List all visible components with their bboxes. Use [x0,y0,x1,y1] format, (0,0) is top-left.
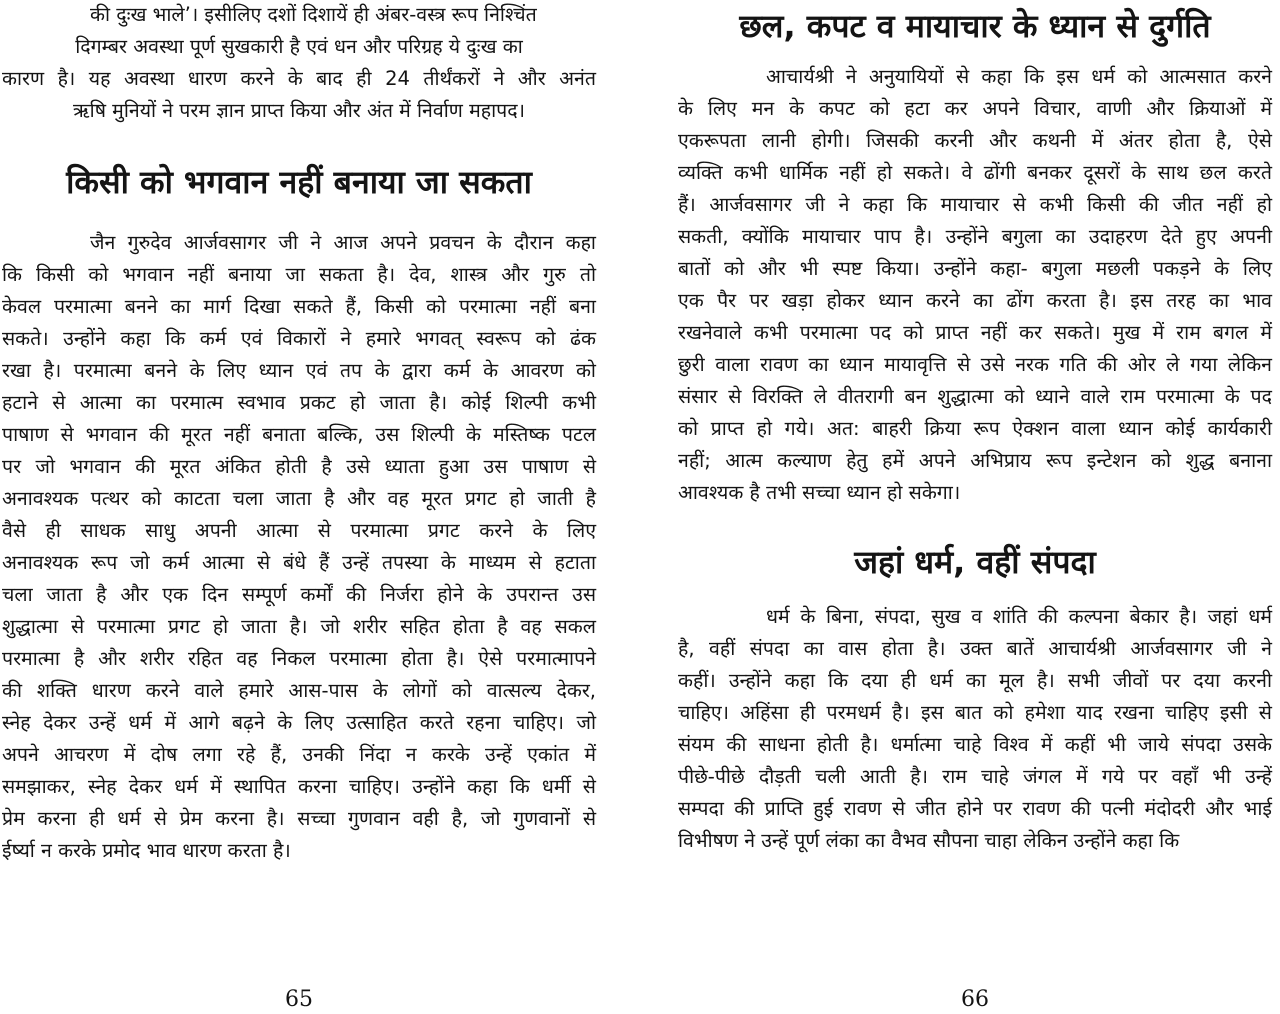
text-line: अनावश्यक पत्थर को काटता चला जाता है और वह मूरत प्रगट हो जाती है [2,487,596,510]
text-line: रखा है। परमात्मा बनने के लिए ध्यान एवं तप के द्वारा कर्म के आवरण को [2,359,596,382]
right-page [678,0,1278,1013]
text-line: की शक्ति धारण करने वाले हमारे आस-पास के लोगों को वात्सल्य देकर, [2,679,596,702]
text-line: है, वहीं संपदा का वास होता है। उक्त बातें आचार्यश्री आर्जवसागर जी ने [678,637,1272,660]
text-line: प्रेम करना ही धर्म से प्रेम करना है। सच्चा गुणवान वही है, जो गुणवानों से [2,807,596,830]
text-line: कहीं। उन्होंने कहा कि दया ही धर्म का मूल है। सभी जीवों पर दया करनी [678,669,1272,692]
text-line: की दुःख भाले’। इसीलिए दशों दिशायें ही अंबर-वस्त्र रूप निश्चिंत [90,3,537,26]
text-line: जैन गुरुदेव आर्जवसागर जी ने आज अपने प्रवचन के दौरान कहा [90,231,596,254]
text-line: विभीषण ने उन्हें पूर्ण लंका का वैभव सौपना चाहा लेकिन उन्होंने कहा कि [678,829,1180,852]
section-heading: जहां धर्म, वहीं संपदा [854,543,1096,581]
text-line: समझाकर, स्नेह देकर धर्म में स्थापित करना चाहिए। उन्होंने कहा कि धर्मी से [2,775,596,798]
left-page [2,0,602,1013]
text-line: चला जाता है और एक दिन सम्पूर्ण कर्मों की निर्जरा होने के उपरान्त उस [2,583,596,606]
text-line: एक पैर पर खड़ा होकर ध्यान करने का ढोंग करता है। इस तरह का भाव [678,289,1272,312]
text-line: सकती, क्योंकि मायाचार पाप है। उन्होंने बगुला का उदाहरण देते हुए अपनी [678,225,1272,248]
text-line: बातों को और भी स्पष्ट किया। उन्होंने कहा- बगुला मछली पकड़ने के लिए [678,257,1272,280]
text-line: चाहिए। अहिंसा ही परमधर्म है। इस बात को हमेशा याद रखना चाहिए इसी से [678,701,1272,724]
text-line: व्यक्ति कभी धार्मिक नहीं हो सकते। वे ढोंगी बनकर दूसरों के साथ छल करते [678,161,1272,184]
text-line: छुरी वाला रावण का ध्यान मायावृत्ति से उसे नरक गति की ओर ले गया लेकिन [678,353,1272,376]
text-line: धर्म के बिना, संपदा, सुख व शांति की कल्पना बेकार है। जहां धर्म [766,605,1272,628]
text-line: स्नेह देकर उन्हें धर्म में आगे बढ़ने के लिए उत्साहित करते रहना चाहिए। जो [2,711,596,734]
text-line: ईर्ष्या न करके प्रमोद भाव धारण करता है। [2,839,291,862]
text-line: हटाने से आत्मा का परमात्म स्वभाव प्रकट हो जाता है। कोई शिल्पी कभी [2,391,596,414]
text-line: हैं। आर्जवसागर जी ने कहा कि मायाचार से कभी किसी की जीत नहीं हो [678,193,1272,216]
text-line: ऋषि मुनियों ने परम ज्ञान प्राप्त किया और अंत में निर्वाण महापद। [73,99,525,122]
text-line: अपने आचरण में दोष लगा रहे हैं, उनकी निंदा न करके उन्हें एकांत में [2,743,596,766]
text-line: अनावश्यक रूप जो कर्म आत्मा से बंधे हैं उन्हें तपस्या के माध्यम से हटाता [2,551,596,574]
text-line: सम्पदा की प्राप्ति हुई रावण से जीत होने पर रावण की पत्नी मंदोदरी और भाई [678,797,1272,820]
text-line: वैसे ही साधक साधु अपनी आत्मा से परमात्मा प्रगट करने के लिए [2,519,596,542]
text-line: पीछे-पीछे दौड़ती चली आती है। राम चाहे जंगल में गये पर वहाँ भी उन्हें [678,765,1272,788]
page-number: 66 [961,987,989,1012]
text-line: संसार से विरक्ति ले वीतरागी बन शुद्धात्मा को ध्याने वाले राम परमात्मा के पद [678,385,1272,408]
text-line: रखनेवाले कभी परमात्मा पद को प्राप्त नहीं कर सकते। मुख में राम बगल में [678,321,1272,344]
text-line: आचार्यश्री ने अनुयायियों से कहा कि इस धर्म को आत्मसात करने [766,65,1272,88]
text-line: संयम की साधना होती है। धर्मात्मा चाहे विश्व में कहीं भी जाये संपदा उसके [678,733,1272,756]
text-line: पर जो भगवान की मूरत अंकित होती है उसे ध्याता हुआ उस पाषाण से [2,455,596,478]
text-line: केवल परमात्मा बनने का मार्ग दिखा सकते हैं, किसी को परमात्मा नहीं बना [2,295,596,318]
section-heading: छल, कपट व मायाचार के ध्यान से दुर्गति [739,7,1211,45]
text-line: नहीं; आत्म कल्याण हेतु हमें अपने अभिप्राय रूप इन्टेशन को शुद्ध बनाना [678,449,1272,472]
text-line: के लिए मन के कपट को हटा कर अपने विचार, वाणी और क्रियाओं में [678,97,1272,120]
text-line: शुद्धात्मा से परमात्मा प्रगट हो जाता है। जो शरीर सहित होता है वह सकल [2,615,596,638]
text-line: पाषाण से भगवान की मूरत नहीं बनाता बल्कि, उस शिल्पी के मस्तिष्क पटल [2,423,596,446]
text-line: एकरूपता लानी होगी। जिसकी करनी और कथनी में अंतर होता है, ऐसे [678,129,1272,152]
section-heading: किसी को भगवान नहीं बनाया जा सकता [66,163,532,201]
text-line: सकते। उन्होंने कहा कि कर्म एवं विकारों ने हमारे भगवत् स्वरूप को ढंक [2,327,596,350]
text-line: कारण है। यह अवस्था धारण करने के बाद ही 24 तीर्थंकरों ने और अनंत [2,67,596,90]
text-line: कि किसी को भगवान नहीं बनाया जा सकता है। देव, शास्त्र और गुरु तो [2,263,596,286]
text-line: को प्राप्त हो गये। अत: बाहरी क्रिया रूप ऐक्शन वाला ध्यान कोई कार्यकारी [678,417,1272,440]
page-number: 65 [285,987,313,1012]
text-line: दिगम्बर अवस्था पूर्ण सुखकारी है एवं धन और परिग्रह ये दुःख का [75,35,523,58]
text-line: आवश्यक है तभी सच्चा ध्यान हो सकेगा। [678,481,961,504]
text-line: परमात्मा है और शरीर रहित वह निकल परमात्मा होता है। ऐसे परमात्मापने [2,647,596,670]
